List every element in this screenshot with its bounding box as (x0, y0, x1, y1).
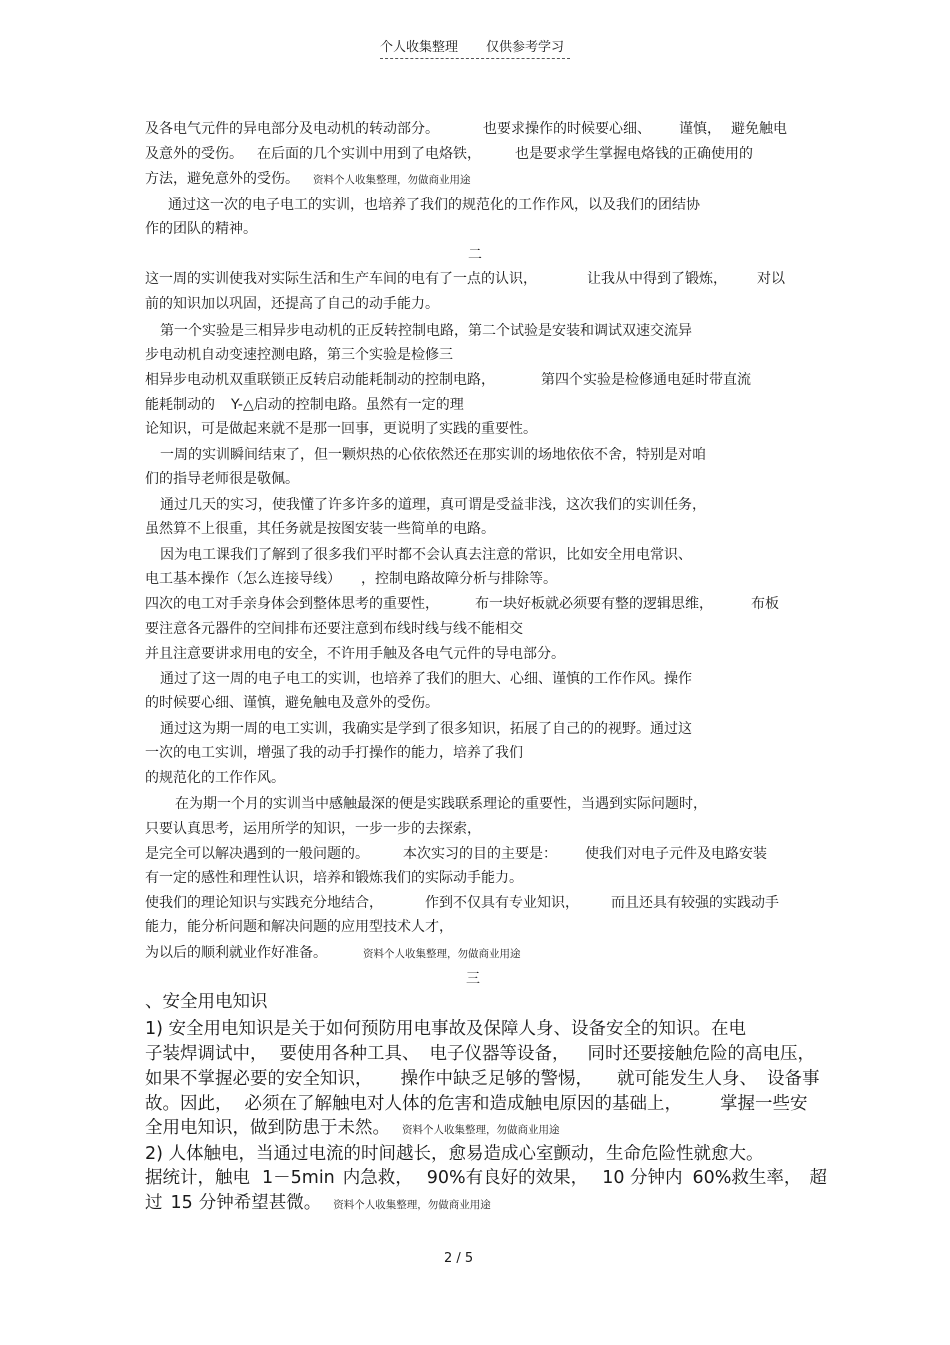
text-line: 一周的实训瞬间结束了，但一颗炽热的心依依然还在那实训的场地依依不舍，特别是对咱 (160, 447, 706, 463)
text-line: 因为电工课我们了解到了很多我们平时都不会认真去注意的常识，比如安全用电常识、 (160, 547, 692, 563)
text-line: 虽然算不上很重，其任务就是按图安装一些简单的电路。 (145, 521, 495, 537)
text-line: 通过了这一周的电子电工的实训，也培养了我们的胆大、心细、谨慎的工作作风。操作 (160, 671, 692, 687)
text-line: 第一个实验是三相异步电动机的正反转控制电路，第二个试验是安装和调试双速交流异 (160, 323, 692, 339)
text-line: 的时候要心细、谨慎，避免触电及意外的受伤。 (145, 695, 439, 711)
section-title: 、安全用电知识 (145, 992, 268, 1012)
text-line: 能力，能分析问题和解决问题的应用型技术人才， (145, 919, 453, 935)
text-line: 使我们的理论知识与实践充分地结合， 作到不仅具有专业知识， 而且还具有较强的实践动手 (145, 895, 779, 911)
text-line: 全用电知识，做到防患于未然。 资料个人收集整理，勿做商业用途 (145, 1118, 560, 1138)
text-line: 在为期一个月的实训当中感触最深的便是实践联系理论的重要性，当遇到实际问题时， (175, 796, 707, 812)
text-line: 的规范化的工作作风。 (145, 770, 285, 786)
text-line: 为以后的顺利就业作好准备。 资料个人收集整理，勿做商业用途 (145, 945, 521, 961)
text-line: 通过这一次的电子电工的实训，也培养了我们的规范化的工作作风，以及我们的团结协 (168, 197, 700, 213)
text-line: 方法，避免意外的受伤。 资料个人收集整理，勿做商业用途 (145, 171, 471, 187)
text-line: 并且注意要讲求用电的安全，不许用手触及各电气元件的导电部分。 (145, 646, 565, 662)
text-line: 1) 安全用电知识是关于如何预防用电事故及保障人身、设备安全的知识。在电 (145, 1019, 747, 1039)
text-line: 过 15 分钟希望甚微。 资料个人收集整理，勿做商业用途 (145, 1193, 491, 1213)
text-line: 步电动机自动变速控测电路，第三个实验是检修三 (145, 347, 453, 363)
page-header (380, 40, 570, 59)
text-line: 论知识，可是做起来就不是那一回事，更说明了实践的重要性。 (145, 421, 537, 437)
text-line: 四次的电工对手亲身体会到整体思考的重要性， 布一块好板就必须要有整的逻辑思维， 布板 (145, 596, 779, 612)
header-left: 个人收集整理 (380, 40, 459, 55)
watermark-note: 资料个人收集整理，勿做商业用途 (402, 1124, 560, 1136)
text-line: 要注意各元器件的空间排布还要注意到布线时线与线不能相交 (145, 621, 523, 637)
section-heading: 三 (466, 971, 480, 987)
text-line: 只要认真思考，运用所学的知识，一步一步的去探索， (145, 821, 481, 837)
text-line: 一次的电工实训，增强了我的动手打操作的能力，培养了我们 (145, 745, 523, 761)
text-line: 子装焊调试中， 要使用各种工具、 电子仪器等设备， 同时还要接触危险的高电压， (145, 1044, 815, 1064)
text-line: 通过这为期一周的电工实训，我确实是学到了很多知识，拓展了自己的的视野。通过这 (160, 721, 692, 737)
header-right: 仅供参考学习 (486, 40, 565, 55)
text-line: 通过几天的实习，使我懂了许多许多的道理，真可谓是受益非浅，这次我们的实训任务， (160, 497, 706, 513)
text-line: 2) 人体触电，当通过电流的时间越长，愈易造成心室颤动，生命危险性就愈大。 (145, 1144, 764, 1164)
text-line: 如果不掌握必要的安全知识， 操作中缺乏足够的警惕， 就可能发生人身、 设备事 (145, 1069, 820, 1089)
text-line: 们的指导老师很是敬佩。 (145, 471, 299, 487)
text-line: 电工基本操作（怎么连接导线） ，控制电路故障分析与排除等。 (145, 571, 557, 587)
page-number: 2 / 5 (444, 1251, 474, 1266)
watermark-note: 资料个人收集整理，勿做商业用途 (313, 174, 471, 186)
text-line: 故。因此， 必须在了解触电对人体的危害和造成触电原因的基础上， 掌握一些安 (145, 1094, 808, 1114)
text-line: 能耗制动的 Y-△启动的控制电路。虽然有一定的理 (145, 397, 464, 413)
watermark-note: 资料个人收集整理，勿做商业用途 (363, 948, 521, 960)
text-line: 及各电气元件的异电部分及电动机的转动部分。 也要求操作的时候要心细、 谨慎， 避免触电 (145, 121, 787, 137)
text-line: 这一周的实训使我对实际生活和生产车间的电有了一点的认识， 让我从中得到了锻炼， 对以 (145, 271, 785, 287)
text-line: 相异步电动机双重联锁正反转启动能耗制动的控制电路， 第四个实验是检修通电延时带直流 (145, 372, 751, 388)
watermark-note: 资料个人收集整理，勿做商业用途 (333, 1199, 491, 1211)
text-line: 是完全可以解决遇到的一般问题的。 本次实习的目的主要是： 使我们对电子元件及电路安装 (145, 846, 767, 862)
text-line: 有一定的感性和理性认识，培养和锻炼我们的实际动手能力。 (145, 870, 523, 886)
text-line: 作的团队的精神。 (145, 221, 257, 237)
text-line: 前的知识加以巩固，还提高了自己的动手能力。 (145, 296, 439, 312)
text-line: 据统计，触电 1－5min 内急救， 90%有良好的效果， 10 分钟内 60%救生率， 超 (145, 1168, 827, 1188)
section-heading: 二 (468, 247, 482, 263)
text-line: 及意外的受伤。 在后面的几个实训中用到了电烙铁， 也是要求学生掌握电烙钱的正确使用的 (145, 146, 753, 162)
